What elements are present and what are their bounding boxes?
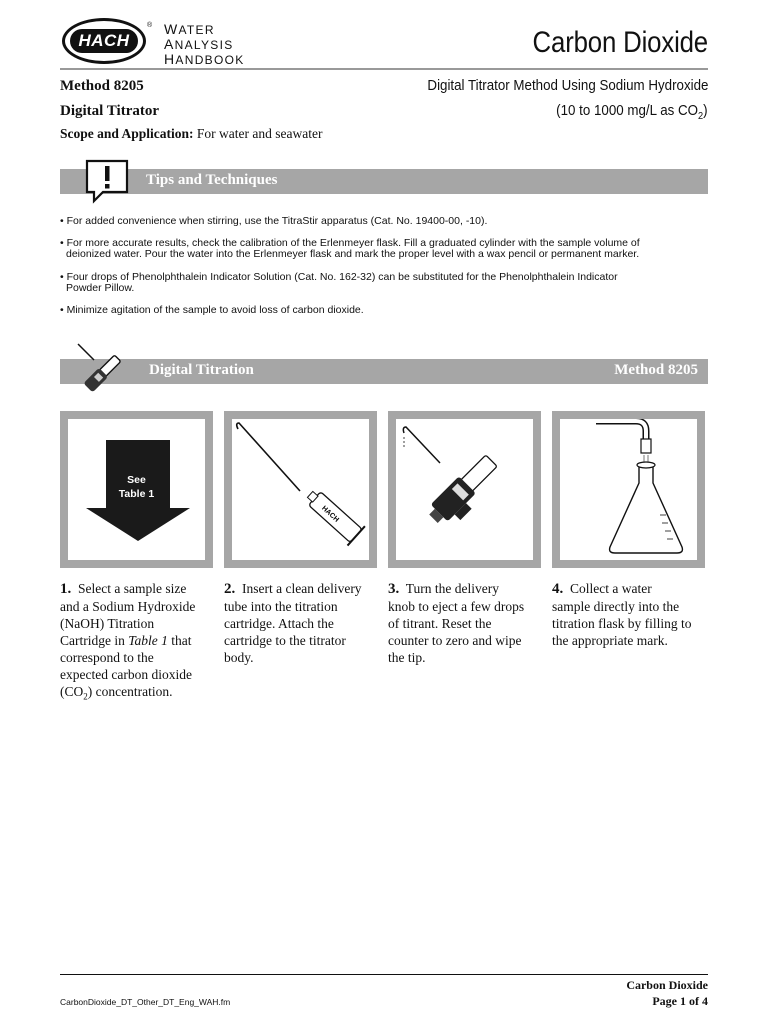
scope-label: Scope and Application: (60, 126, 194, 141)
titration-cartridge-icon (232, 419, 369, 560)
procedure-heading: Digital Titration (149, 362, 254, 378)
svg-text:HACH: HACH (320, 504, 340, 524)
procedure-method: Method 8205 (614, 362, 698, 378)
step-4-text: 4. Collect a water sample directly into the titration flask by filling to the appropriate mark. (552, 581, 692, 648)
footer-title: Carbon Dioxide (626, 978, 708, 992)
method-number: Method 8205 (60, 78, 144, 94)
step-4-illustration (552, 411, 705, 568)
footer-divider (60, 974, 708, 975)
digital-titrator-device-icon (396, 419, 533, 560)
header-divider (60, 68, 708, 70)
tips-section-header (60, 169, 708, 194)
measurement-range: (10 to 1000 mg/L as $CO_2$) (556, 103, 708, 122)
digital-titration-section-header (60, 359, 708, 384)
source-filename: CarbonDioxide_DT_Other_DT_Eng_WAH.fm (60, 997, 231, 1007)
handbook-line-3: HANDBOOK (164, 51, 245, 67)
method-description: Digital Titrator Method Using Sodium Hydroxide (426, 78, 708, 94)
step-1-illustration (60, 411, 213, 568)
erlenmeyer-flask-icon (560, 419, 697, 560)
exclamation-callout-icon (84, 158, 130, 204)
registered-mark: ® (147, 22, 153, 29)
water-analysis-handbook-wordmark (164, 22, 245, 67)
tip-item: • For more accurate results, check the calibration of the Erlenmeyer flask. Fill a graduated cylinder with the sample volume of deionized water. Pour the water into the Erlenmeyer flask and mark the proper level with a wax pencil or permanent marker. (60, 237, 640, 260)
handbook-line-2: ANALYSIS (164, 36, 234, 52)
hach-logo (62, 18, 146, 64)
scope-text: For water and seawater (196, 126, 323, 141)
tip-item: • Minimize agitation of the sample to avoid loss of carbon dioxide. (60, 304, 364, 316)
tip-item: • Four drops of Phenolphthalein Indicator Solution (Cat. No. 162-32) can be substituted for the Phenolphthalein Indicator Powder Pillow. (60, 271, 618, 294)
step-3-illustration (388, 411, 541, 568)
table-1-reference: Table 1 (128, 633, 168, 648)
tips-heading: Tips and Techniques (146, 172, 278, 188)
step-2-text: 2. Insert a clean delivery tube into the titration cartridge. Attach the cartridge to the titrator body. (224, 581, 362, 665)
handbook-line-1: WATER (164, 21, 215, 37)
document-title: Carbon Dioxide (532, 26, 708, 59)
see-table-label: See Table 1 (118, 474, 155, 500)
digital-titrator-icon (74, 340, 136, 402)
tip-item: • For added convenience when stirring, use the TitraStir apparatus (Cat. No. 19400-00, -10). (60, 215, 488, 227)
step-1-text: 1. Select a sample size and a Sodium Hydroxide (NaOH) Titration Cartridge in Table 1 that correspond to the expected carbon dioxide $(CO_2)$ concentration. (60, 581, 196, 702)
hach-logo-text: HACH (70, 29, 137, 53)
step-2-illustration (224, 411, 377, 568)
step-3-text: 3. Turn the delivery knob to eject a few drops of titrant. Reset the counter to zero and wipe the tip. (388, 581, 525, 665)
page-number: Page 1 of 4 (652, 994, 708, 1008)
instrument-name: Digital Titrator (60, 103, 160, 119)
scope-and-application (60, 126, 322, 142)
